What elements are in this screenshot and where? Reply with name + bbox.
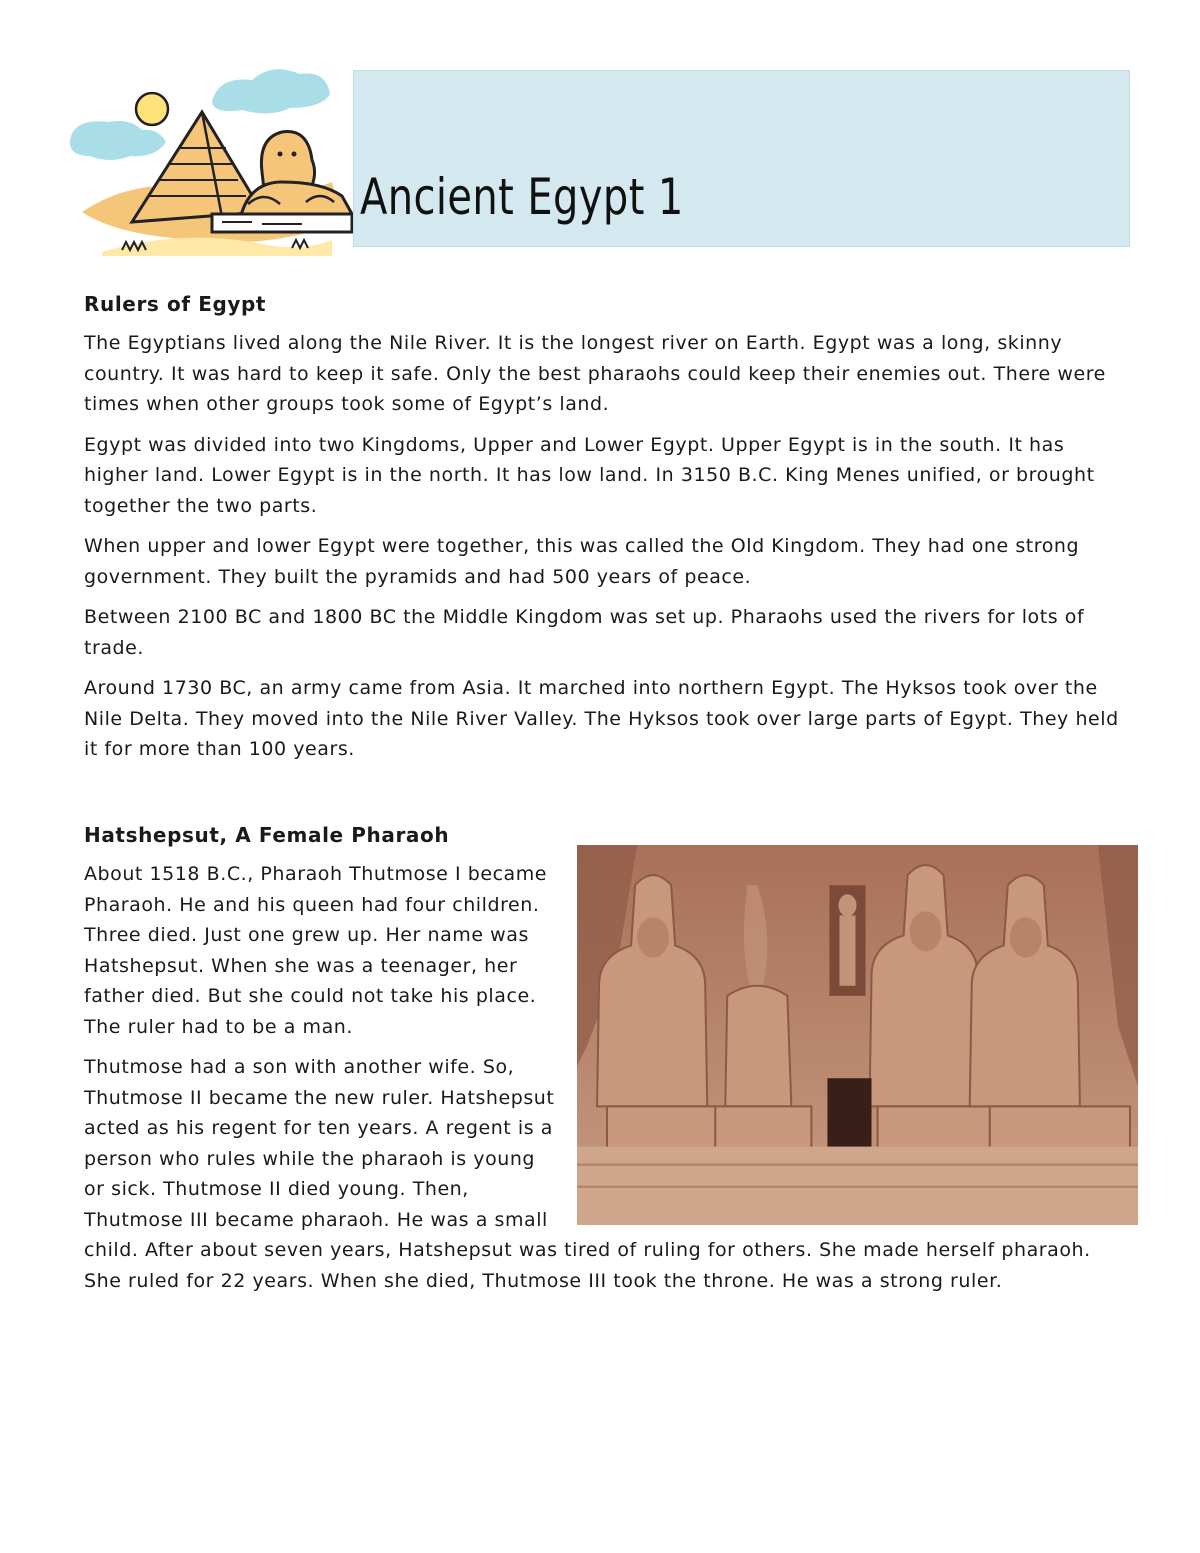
- paragraph: Around 1730 BC, an army came from Asia. It marched into northern Egypt. The Hyksos took over the Nile Delta. They moved into the Nile River Valley. The Hyksos took over large parts of Egypt. They held it for more than 100 years.: [84, 677, 1119, 760]
- paragraph: Thutmose had a son with another wife. So, Thutmose II became the new ruler. Hatshepsut acted as his regent for ten years. A regent is a person who rules while the pharaoh is young or sick. Thutmose II died young. Then, Thutmose III became pharaoh. He was a small child. After about seven years, Hatshepsut was tired of ruling for others. She made herself pharaoh. She ruled for 22 years. When she died, Thutmose III took the throne. He was a strong ruler.: [84, 1056, 1091, 1292]
- section-rulers-of-egypt: [84, 292, 1124, 775]
- paragraph: The Egyptians lived along the Nile River. It is the longest river on Earth. Egypt was a long, skinny country. It was hard to keep it safe. Only the best pharaohs could keep their enemies out. There were times when other groups took some of Egypt’s land.: [84, 332, 1106, 415]
- section-heading: Rulers of Egypt: [84, 292, 267, 316]
- section-hatshepsut: [84, 823, 1124, 1306]
- abu-simbel-temple-photo-icon: [577, 845, 1138, 1225]
- section-heading: Hatshepsut, A Female Pharaoh: [84, 823, 450, 847]
- page-title: Ancient Egypt 1: [360, 168, 684, 226]
- paragraph: When upper and lower Egypt were together, this was called the Old Kingdom. They had one strong government. They built the pyramids and had 500 years of peace.: [84, 535, 1080, 588]
- paragraph: Egypt was divided into two Kingdoms, Upper and Lower Egypt. Upper Egypt is in the south. It has higher land. Lower Egypt is in the north. It has low land. In 3150 B.C. King Menes unified, or brought together the two parts.: [84, 433, 1095, 517]
- paragraph: Between 2100 BC and 1800 BC the Middle Kingdom was set up. Pharaohs used the rivers for lots of trade.: [84, 606, 1085, 659]
- paragraph: About 1518 B.C., Pharaoh Thutmose I became Pharaoh. He and his queen had four children. Three died. Just one grew up. Her name was Hatshepsut. When she was a teenager, her father died. But she could not take his place. The ruler had to be a man.: [84, 863, 548, 1038]
- pyramid-sphinx-clipart-icon: [62, 62, 362, 262]
